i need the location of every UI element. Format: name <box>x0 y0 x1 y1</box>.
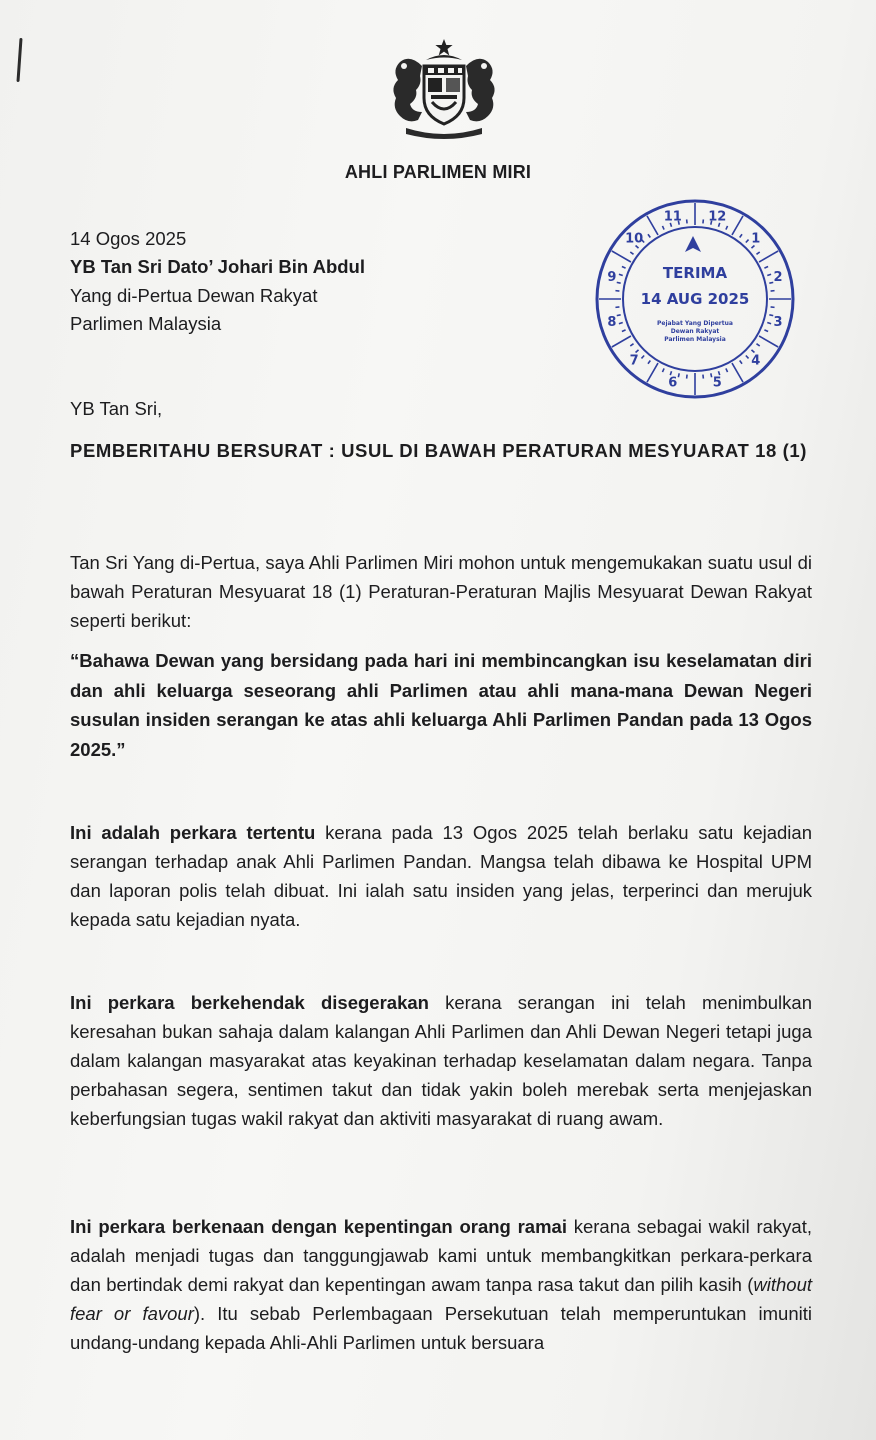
stamp-dial-number: 3 <box>773 314 783 330</box>
recipient-position: Yang di-Pertua Dewan Rakyat <box>70 285 318 306</box>
stamp-dial-tick <box>617 315 621 316</box>
stamp-dial-tick <box>612 251 631 262</box>
recipient-name: YB Tan Sri Dato’ Johari Bin Abdul <box>70 256 365 277</box>
stamp-dial-number: 8 <box>607 314 617 330</box>
stamp-dial-number: 2 <box>773 270 783 286</box>
recipient-institution: Parlimen Malaysia <box>70 313 222 334</box>
stamp-dial-tick <box>726 368 728 372</box>
stamp-dial-tick <box>630 252 633 254</box>
stamp-dial-number: 10 <box>625 231 644 247</box>
stamp-dial-tick <box>767 274 771 275</box>
stamp-office-line-3: Parlimen Malaysia <box>664 336 726 343</box>
stamp-dial-tick <box>636 350 639 353</box>
stamp-dial-tick <box>647 363 658 382</box>
stamp-dial-tick <box>619 322 623 323</box>
stamp-dial-number: 5 <box>712 375 722 391</box>
stamp-dial-tick <box>746 355 749 358</box>
section-italic: without fear or favour <box>70 1274 812 1324</box>
section-specific-matter <box>70 818 812 934</box>
section-text-after: ). Itu sebab Perlembagaan Persekutuan telah memperuntukan imuniti undang-undang kepada Ahli-Ahli Parlimen untuk bersuara <box>70 1303 812 1353</box>
stamp-office-line-1: Pejabat Yang Dipertua <box>657 320 733 327</box>
stamp-dial-tick <box>732 363 743 382</box>
section-text: kerana serangan ini telah menimbulkan keresahan bukan sahaja dalam kalangan Ahli Parlimen dan Ahli Dewan Negeri tetapi juga dalam kalangan masyarakat atas keyakinan terhadap keselamatan dalam negara. Tanpa perbahasan segera, sentimen takut dan tidak yakin boleh merebak serta menjejaskan keberfungsian tugas wakil rakyat dan aktiviti masyarakat di ruang awam. <box>70 992 812 1129</box>
stamp-dial-tick <box>732 216 743 235</box>
stamp-dial-tick <box>648 360 650 363</box>
coat-of-arms-icon <box>382 36 506 142</box>
section-lead: Ini adalah perkara tertentu <box>70 822 316 843</box>
stamp-dial-tick <box>767 322 771 323</box>
stamp-dial-tick <box>740 360 742 363</box>
motion-quote: “Bahawa Dewan yang bersidang pada hari ini membincangkan isu keselamatan diri dan ahli keluarga seseorang ahli Parlimen atau ahli mana-mana Dewan Negeri susulan insiden serangan ke atas ahli keluarga Ahli Parlimen Pandan pada 13 Ogos 2025.” <box>70 650 812 760</box>
stamp-dial-tick <box>622 266 626 268</box>
stamp-dial-tick <box>622 330 626 332</box>
stamp-dial-tick <box>670 371 671 375</box>
salutation: YB Tan Sri, <box>70 398 163 419</box>
stamp-dial-number: 12 <box>708 209 727 225</box>
received-stamp <box>590 192 800 406</box>
stamp-dial-number: 4 <box>751 353 761 369</box>
stamp-dial-tick <box>718 371 719 375</box>
stamp-dial-tick <box>759 336 778 347</box>
stamp-dial-tick <box>759 251 778 262</box>
stamp-dial-tick <box>740 234 742 237</box>
section-text: kerana pada 13 Ogos 2025 telah berlaku satu kejadian serangan terhadap anak Ahli Parlimen Pandan. Mangsa telah dibawa ke Hospital UPM dan laporan polis telah dibuat. Ini ialah satu insiden yang jelas, terperinci dan merujuk kepada satu kejadian nyata. <box>70 822 812 930</box>
stamp-dial-tick <box>726 226 728 230</box>
stamp-dial-tick <box>662 226 664 230</box>
section-text: kerana sebagai wakil rakyat, adalah menjadi tugas dan tanggungjawab kami untuk membangkitkan perkara-perkara dan bertindak demi rakyat dan kepentingan awam tanpa rasa takut dan pilih kasih ( <box>70 1216 812 1295</box>
letterhead-title: AHLI PARLIMEN MIRI <box>344 162 532 182</box>
stamp-dial-tick <box>617 282 621 283</box>
section-urgent-matter <box>70 988 812 1133</box>
triangle-marker-icon <box>685 236 701 252</box>
stamp-dial-tick <box>751 350 754 353</box>
stamp-dial-tick <box>746 240 749 243</box>
section-public-interest <box>70 1212 812 1357</box>
stamp-date: 14 AUG 2025 <box>640 290 750 308</box>
intro-paragraph: Tan Sri Yang di-Pertua, saya Ahli Parlimen Miri mohon untuk mengemukakan suatu usul di bawah Peraturan Mesyuarat 18 (1) Peraturan-Peraturan Majlis Mesyuarat Dewan Rakyat seperti berikut: <box>70 552 812 631</box>
stamp-dial-tick <box>711 373 712 377</box>
stamp-dial-number: 9 <box>607 270 617 286</box>
stamp-dial-number: 7 <box>629 353 639 369</box>
stamp-dial-tick <box>756 252 759 254</box>
stamp-dial-tick <box>612 336 631 347</box>
stamp-dial-tick <box>641 355 644 358</box>
stamp-dial-tick <box>648 234 650 237</box>
stamp-dial-number: 11 <box>663 209 682 225</box>
letter-date: 14 Ogos 2025 <box>70 228 187 249</box>
section-lead: Ini perkara berkehendak disegerakan <box>70 992 429 1013</box>
stamp-dial-tick <box>764 266 768 268</box>
stamp-office-line-2: Dewan Rakyat <box>670 328 720 335</box>
stamp-dial-tick <box>678 373 679 377</box>
stamp-label: TERIMA <box>662 264 728 282</box>
subject-line: PEMBERITAHU BERSURAT : USUL DI BAWAH PERATURAN MESYUARAT 18 (1) <box>70 440 808 461</box>
stamp-dial-number: 6 <box>668 375 678 391</box>
stamp-dial-tick <box>630 344 633 346</box>
stamp-dial-tick <box>756 344 759 346</box>
stamp-dial-tick <box>647 216 658 235</box>
stamp-dial-tick <box>662 368 664 372</box>
stamp-dial-tick <box>764 330 768 332</box>
pen-mark <box>16 38 22 82</box>
stamp-dial-tick <box>619 274 623 275</box>
section-lead: Ini perkara berkenaan dengan kepentingan orang ramai <box>70 1216 567 1237</box>
stamp-dial-number: 1 <box>751 231 761 247</box>
